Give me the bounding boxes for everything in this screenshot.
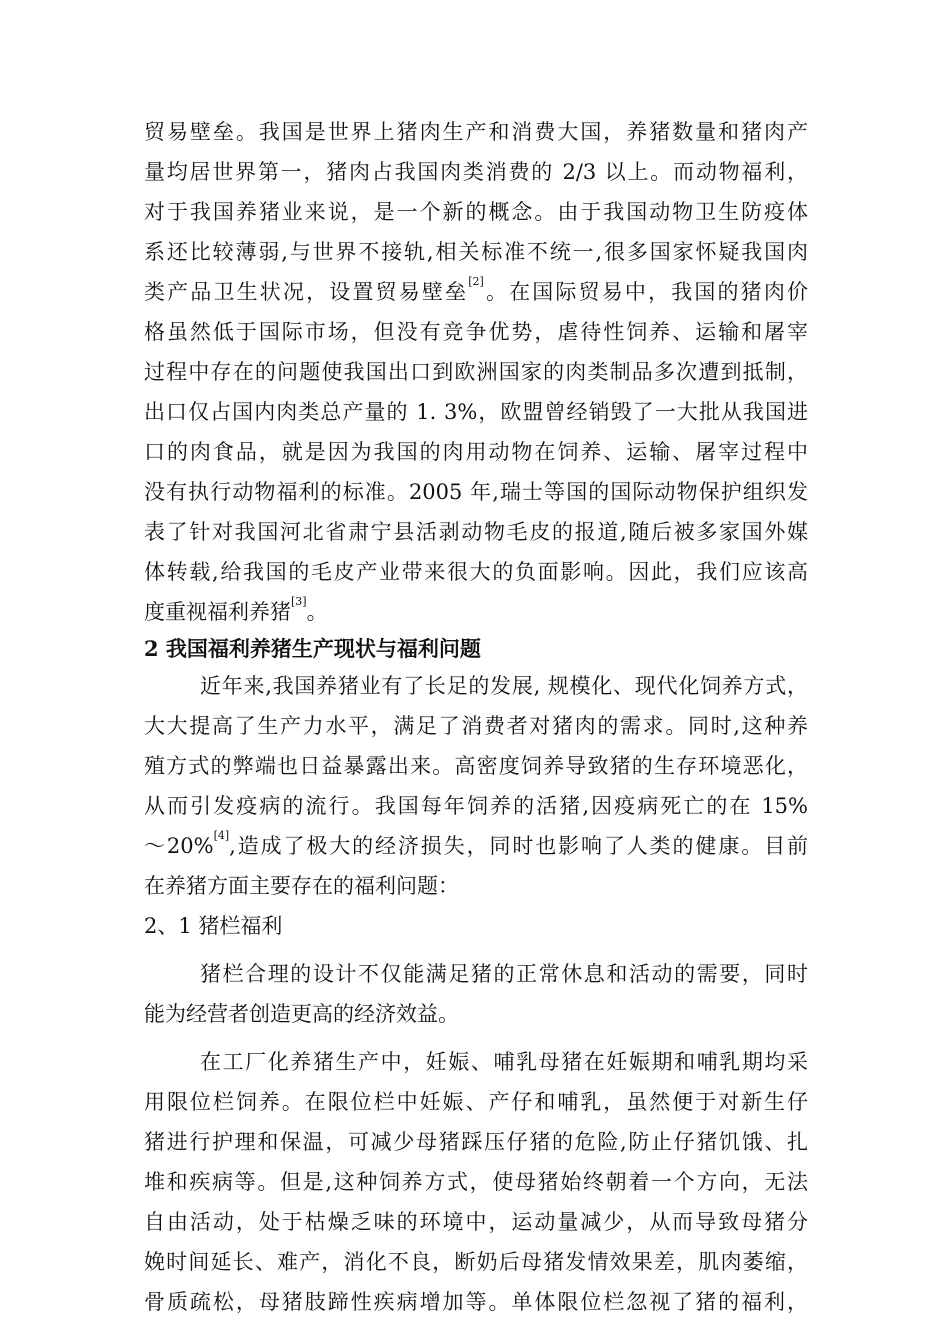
text-segment: ,造成了极大的经济损失，同时也影响了人类的健康。目前 [229, 834, 808, 858]
citation-ref: [2] [468, 275, 484, 288]
text-line: 口的肉食品，就是因为我国的肉用动物在饲养、运输、屠宰过程中 [144, 440, 808, 464]
text-line: 在工厂化养猪生产中，妊娠、哺乳母猪在妊娠期和哺乳期均采 [200, 1050, 808, 1074]
citation-ref: [3] [291, 595, 307, 608]
text-line: 量均居世界第一，猪肉占我国肉类消费的 2/3 以上。而动物福利， [144, 160, 808, 184]
text-segment: 度重视福利养猪 [144, 600, 291, 624]
subsection-heading: 2、1 猪栏福利 [144, 914, 283, 938]
text-line: 贸易壁垒。我国是世界上猪肉生产和消费大国，养猪数量和猪肉产 [144, 120, 808, 144]
document-body [144, 112, 808, 1322]
paragraph-gestation-crate [144, 1042, 808, 1322]
text-line: 骨质疏松，母猪肢蹄性疾病增加等。单体限位栏忽视了猪的福利， [144, 1290, 808, 1314]
text-segment: 。 [306, 600, 328, 624]
text-line: 大大提高了生产力水平，满足了消费者对猪肉的需求。同时,这种养 [144, 714, 808, 738]
text-line [144, 826, 808, 866]
text-line: 自由活动，处于枯燥乏味的环境中，运动量减少，从而导致母猪分 [144, 1210, 808, 1234]
text-line: 出口仅占国内肉类总产量的 1. 3%，欧盟曾经销毁了一大批从我国进 [144, 400, 808, 424]
paragraph-trade-barrier [144, 112, 808, 632]
text-line: 娩时间延长、难产，消化不良，断奶后母猪发情效果差，肌肉萎缩， [144, 1250, 808, 1274]
text-line [144, 272, 808, 312]
text-segment: 类产品卫生状况，设置贸易壁垒 [144, 280, 469, 304]
text-segment: 。在国际贸易中，我国的猪肉价 [483, 280, 808, 304]
text-line: 体转载,给我国的毛皮产业带来很大的负面影响。因此，我们应该高 [144, 560, 808, 584]
text-line: 猪栏合理的设计不仅能满足猪的正常休息和活动的需要，同时 [200, 962, 808, 986]
text-line: 系还比较薄弱,与世界不接轨,相关标准不统一,很多国家怀疑我国肉 [144, 240, 808, 264]
spacer [144, 1034, 808, 1042]
text-line: 没有执行动物福利的标准。2005 年,瑞士等国的国际动物保护组织发 [144, 480, 808, 504]
paragraph-section-2 [144, 666, 808, 906]
text-line [144, 592, 808, 632]
text-line: 格虽然低于国际市场，但没有竞争优势，虐待性饲养、运输和屠宰 [144, 320, 808, 344]
text-line: 殖方式的弊端也日益暴露出来。高密度饲养导致猪的生存环境恶化， [144, 754, 808, 778]
text-segment: ～20% [144, 834, 214, 858]
text-line: 过程中存在的问题使我国出口到欧洲国家的肉类制品多次遭到抵制， [144, 360, 808, 384]
text-line: 表了针对我国河北省肃宁县活剥动物毛皮的报道,随后被多家国外媒 [144, 520, 808, 544]
text-line: 能为经营者创造更高的经济效益。 [144, 1002, 459, 1026]
section-heading: 2 我国福利养猪生产现状与福利问题 [144, 636, 481, 661]
text-line: 对于我国养猪业来说，是一个新的概念。由于我国动物卫生防疫体 [144, 200, 808, 224]
text-line: 在养猪方面主要存在的福利问题： [144, 874, 459, 898]
citation-ref: [4] [213, 829, 230, 842]
text-line: 用限位栏饲养。在限位栏中妊娠、产仔和哺乳，虽然便于对新生仔 [144, 1090, 808, 1114]
text-line: 近年来,我国养猪业有了长足的发展, 规模化、现代化饲养方式， [200, 674, 808, 698]
text-line: 猪进行护理和保温，可减少母猪踩压仔猪的危险,防止仔猪饥饿、扎 [144, 1130, 808, 1154]
text-line: 从而引发疫病的流行。我国每年饲养的活猪,因疫病死亡的在 15% [144, 794, 808, 818]
spacer [144, 946, 808, 954]
paragraph-pen-design [144, 954, 808, 1034]
text-line: 堆和疾病等。但是,这种饲养方式，使母猪始终朝着一个方向，无法 [144, 1170, 808, 1194]
